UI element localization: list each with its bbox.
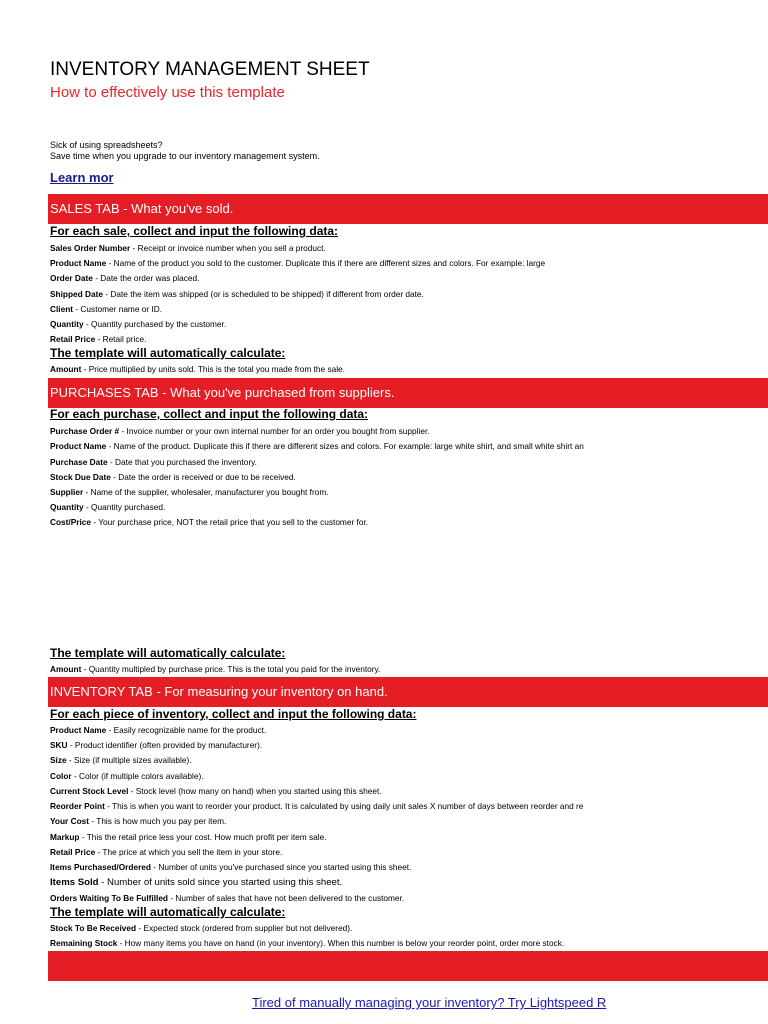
field-description: - Name of the product you sold to the customer. Duplicate this if there are different sizes and colors. For example: large [106, 258, 546, 268]
inventory-field-row [50, 847, 674, 858]
inventory-collect-heading: For each piece of inventory, collect and input the following data: [50, 707, 417, 721]
sales-field-row [50, 289, 674, 300]
field-description: - Expected stock (ordered from supplier but not delivered). [136, 923, 353, 933]
purchases-auto-row [50, 664, 674, 675]
sales-auto-heading: The template will automatically calculate: [50, 346, 286, 360]
field-description: - Number of sales that have not been delivered to the customer. [168, 893, 405, 903]
sales-field-row [50, 304, 674, 315]
sales-field-row [50, 334, 674, 345]
field-description: - Number of units you've purchased since you started using this sheet. [151, 862, 412, 872]
inventory-auto-heading: The template will automatically calculate: [50, 905, 286, 919]
field-description: - Number of units sold since you started using this sheet. [98, 877, 343, 888]
field-term: Product Name [50, 725, 107, 735]
sales-field-row [50, 243, 674, 254]
field-term: Stock Due Date [50, 472, 111, 482]
lightspeed-promo-link[interactable]: Tired of manually managing your inventory? Try Lightspeed R [252, 995, 607, 1010]
field-description: - Quantity multipled by purchase price. This is the total you paid for the inventory. [81, 664, 381, 674]
field-term: Your Cost [50, 816, 90, 826]
field-description: - Quantity purchased. [83, 502, 166, 512]
field-term: Cost/Price [50, 517, 92, 527]
field-description: - Stock level (how many on hand) when you started using this sheet. [128, 786, 382, 796]
field-term: Retail Price [50, 334, 96, 344]
field-description: - Customer name or ID. [73, 304, 163, 314]
field-term: Product Name [50, 258, 107, 268]
field-term: Quantity [50, 319, 84, 329]
field-term: Order Date [50, 273, 93, 283]
field-description: - Your purchase price, NOT the retail price that you sell to the customer for. [91, 517, 369, 527]
field-term: Reorder Point [50, 801, 105, 811]
field-description: - Color (if multiple colors available). [71, 771, 204, 781]
purchases-tab-banner: PURCHASES TAB - What you've purchased from suppliers. [48, 378, 768, 408]
inventory-field-row [50, 893, 674, 904]
inventory-field-row [50, 725, 674, 736]
sales-field-row [50, 319, 674, 330]
field-description: - Name of the supplier, wholesaler, manufacturer you bought from. [83, 487, 329, 497]
field-description: - Receipt or invoice number when you sell a product. [130, 243, 326, 253]
sales-field-row [50, 258, 674, 269]
field-description: - Invoice number or your own internal number for an order you bought from supplier. [119, 426, 430, 436]
field-term: Purchase Order # [50, 426, 120, 436]
field-term: Items Purchased/Ordered [50, 862, 151, 872]
field-term: Size [50, 755, 67, 765]
field-description: - How many items you have on hand (in your inventory). When this number is below your reorder point, order more stock. [117, 938, 565, 948]
field-term: Markup [50, 832, 80, 842]
sales-auto-row [50, 364, 674, 375]
field-description: - Product identifier (often provided by manufacturer). [67, 740, 263, 750]
field-term: Quantity [50, 502, 84, 512]
learn-more-link[interactable]: Learn mor [50, 170, 114, 185]
field-term: Client [50, 304, 74, 314]
purchases-field-row [50, 502, 674, 513]
footer-banner [48, 951, 768, 981]
purchases-auto-heading: The template will automatically calculate: [50, 646, 286, 660]
field-description: - Date the order was placed. [92, 273, 200, 283]
field-term: Retail Price [50, 847, 96, 857]
field-term: Current Stock Level [50, 786, 129, 796]
inventory-tab-banner: INVENTORY TAB - For measuring your inventory on hand. [48, 677, 768, 707]
purchases-collect-heading: For each purchase, collect and input the following data: [50, 407, 369, 421]
inventory-field-row [50, 877, 674, 888]
inventory-field-row [50, 832, 674, 843]
purchases-field-row [50, 426, 674, 437]
purchases-field-row [50, 441, 674, 452]
inventory-field-row [50, 862, 674, 873]
field-term: Color [50, 771, 72, 781]
inventory-field-row [50, 786, 674, 797]
field-description: - Date that you purchased the inventory. [107, 457, 257, 467]
inventory-auto-row [50, 923, 674, 934]
sales-tab-banner: SALES TAB - What you've sold. [48, 194, 768, 224]
purchases-field-row [50, 472, 674, 483]
field-term: Amount [50, 664, 82, 674]
purchases-field-row [50, 457, 674, 468]
field-term: Amount [50, 364, 82, 374]
inventory-field-row [50, 740, 674, 751]
field-term: Shipped Date [50, 289, 104, 299]
field-description: - This the retail price less your cost. How much profit per item sale. [79, 832, 327, 842]
field-term: Supplier [50, 487, 84, 497]
promo-line-1: Sick of using spreadsheets? [50, 140, 163, 150]
inventory-field-row [50, 801, 674, 812]
page-title: INVENTORY MANAGEMENT SHEET [50, 59, 370, 80]
purchases-field-row [50, 487, 674, 498]
purchases-field-row [50, 517, 674, 528]
field-description: - Easily recognizable name for the product. [106, 725, 267, 735]
inventory-auto-row [50, 938, 674, 949]
field-term: Product Name [50, 441, 107, 451]
field-term: Stock To Be Received [50, 923, 137, 933]
field-description: - This is how much you pay per item. [89, 816, 227, 826]
field-description: - The price at which you sell the item in your store. [95, 847, 283, 857]
field-description: - Date the item was shipped (or is scheduled to be shipped) if different from order date. [103, 289, 424, 299]
inventory-field-row [50, 771, 674, 782]
inventory-field-row [50, 755, 674, 766]
field-description: - This is when you want to reorder your product. It is calculated by using daily unit sales X number of days between reorder and re [104, 801, 584, 811]
sales-field-row [50, 273, 674, 284]
promo-line-2: Save time when you upgrade to our inventory management system. [50, 151, 320, 161]
field-description: - Quantity purchased by the customer. [83, 319, 227, 329]
page-subtitle: How to effectively use this template [50, 84, 285, 101]
inventory-field-row [50, 816, 674, 827]
sales-collect-heading: For each sale, collect and input the following data: [50, 224, 339, 238]
field-term: Items Sold [50, 877, 99, 888]
field-description: - Date the order is received or due to be received. [110, 472, 296, 482]
field-term: SKU [50, 740, 68, 750]
field-description: - Size (if multiple sizes available). [66, 755, 192, 765]
field-term: Sales Order Number [50, 243, 131, 253]
field-term: Remaining Stock [50, 938, 118, 948]
field-term: Purchase Date [50, 457, 108, 467]
field-description: - Name of the product. Duplicate this if there are different sizes and colors. For example: large white shirt, and small white shirt an [106, 441, 584, 451]
field-description: - Price multiplied by units sold. This is the total you made from the sale. [81, 364, 345, 374]
field-description: - Retail price. [95, 334, 147, 344]
field-term: Orders Waiting To Be Fulfilled [50, 893, 169, 903]
